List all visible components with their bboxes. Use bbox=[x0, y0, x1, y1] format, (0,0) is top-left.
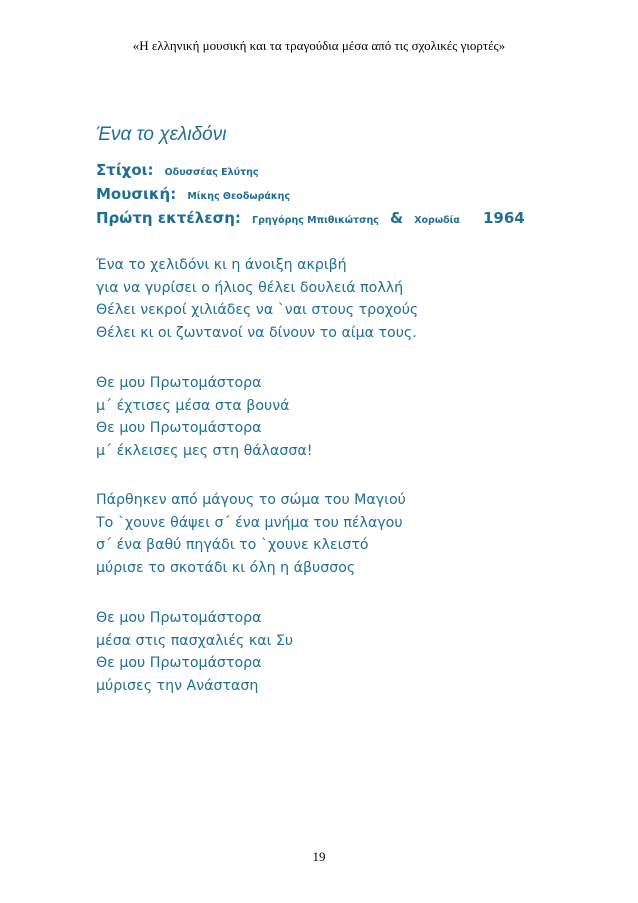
verse-line: μ΄ έκλεισες μες στη θάλασσα! bbox=[96, 442, 313, 459]
verse-line: Θέλει νεκροί χιλιάδες να `ναι στους τροχούς bbox=[96, 302, 419, 318]
premiere-label: Πρώτη εκτέλεση: bbox=[96, 209, 241, 227]
verse-line: Ένα το χελιδόνι κι η άνοιξη ακριβή bbox=[96, 257, 347, 273]
stanza-1 bbox=[96, 254, 418, 344]
stanza-2 bbox=[96, 372, 312, 462]
page-number: 19 bbox=[312, 849, 326, 864]
lyrics-label: Στίχοι: bbox=[96, 161, 154, 179]
music-label: Μουσική: bbox=[96, 185, 177, 203]
song-title: Ένα το χελιδόνι bbox=[96, 124, 227, 145]
lyrics-value: Οδυσσέας Ελύτης bbox=[164, 167, 259, 178]
music-credit bbox=[96, 184, 290, 203]
verse-line: Θε μου Πρωτομάστορα bbox=[96, 420, 262, 436]
verse-line: μύρισε το σκοτάδι κι όλη η άβυσσος bbox=[96, 559, 356, 576]
premiere-ampersand: & bbox=[390, 209, 404, 227]
stanza-4 bbox=[96, 607, 293, 697]
premiere-singer: Γρηγόρης Μπιθικώτσης bbox=[252, 215, 379, 226]
verse-line: μ΄ έχτισες μέσα στα βουνά bbox=[96, 397, 290, 414]
verse-line: σ΄ ένα βαθύ πηγάδι το `χουνε κλειστό bbox=[96, 537, 369, 553]
verse-line: μύρισες την Ανάσταση bbox=[96, 677, 259, 694]
verse-line: Θέλει κι οι ζωντανοί να δίνουν το αίμα τους. bbox=[96, 324, 417, 341]
verse-line: Το `χουνε θάψει σ΄ ένα μνήμα του πέλαγου bbox=[96, 514, 403, 531]
lyrics-credit bbox=[96, 160, 259, 179]
stanza-3 bbox=[96, 489, 406, 579]
premiere-year: 1964 bbox=[482, 209, 525, 227]
verse-line: Θε μου Πρωτομάστορα bbox=[96, 610, 262, 626]
running-header: «Η ελληνική μουσική και τα τραγούδια μέσα από τις σχολικές γιορτές» bbox=[132, 38, 506, 53]
verse-line: Πάρθηκεν από μάγους το σώμα του Μαγιού bbox=[96, 492, 406, 508]
music-value: Μίκης Θεοδωράκης bbox=[187, 191, 291, 202]
verse-line: μέσα στις πασχαλιές και Συ bbox=[96, 632, 294, 649]
verse-line: για να γυρίσει ο ήλιος θέλει δουλειά πολλή bbox=[96, 279, 404, 296]
premiere-credit bbox=[96, 208, 525, 227]
premiere-choir: Χορωδία bbox=[414, 215, 460, 226]
verse-line: Θε μου Πρωτομάστορα bbox=[96, 375, 262, 391]
verse-line: Θε μου Πρωτομάστορα bbox=[96, 655, 262, 671]
